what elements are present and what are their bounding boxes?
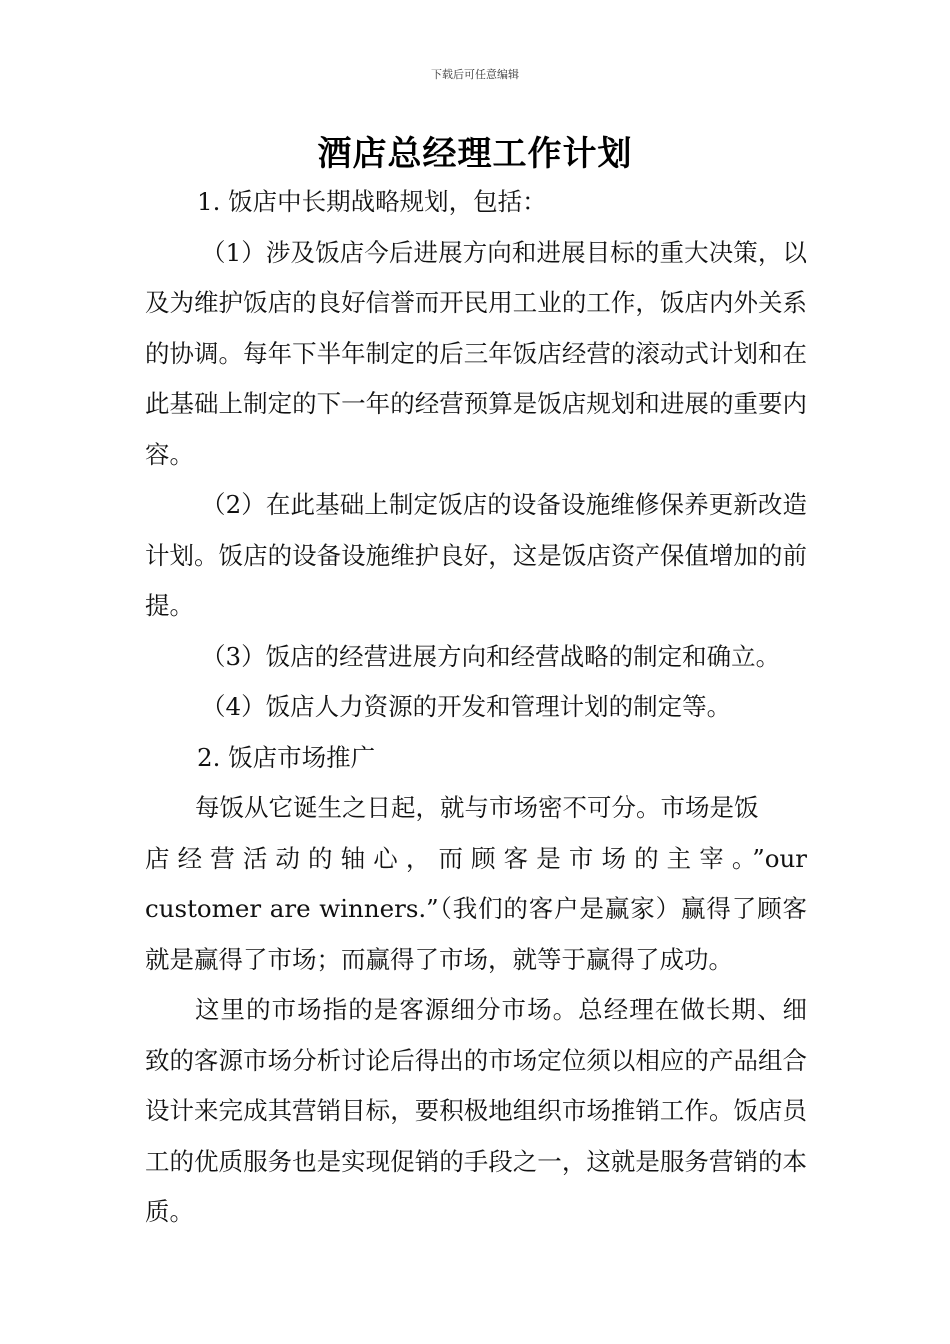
section-heading-1: 1. 饭店中长期战略规划，包括： [197, 187, 547, 216]
paragraph-4: （4）饭店人力资源的开发和管理计划的制定等。 [201, 692, 732, 721]
paragraph-6: 这里的市场指的是客源细分市场。总经理在做长期、细致的客源市场分析讨论后得出的市场定位须以相应的产品组合设计来完成其营销目标，要积极地组织市场推销工作。饭店员工的优质服务也是实现促销的手段之一，这就是服务营销的本质。 [145, 995, 807, 1226]
paragraph-5-rest: customer are winners.”（我们的客户是赢家）赢得了顾客就是赢得了市场；而赢得了市场，就等于赢得了成功。 [145, 894, 807, 974]
paragraph-5-line-2: 店经营活动的轴心，而顾客是市场的主宰。”our [145, 843, 807, 873]
header-note: 下载后可任意编辑 [431, 68, 519, 81]
paragraph-3: （3）饭店的经营进展方向和经营战略的制定和确立。 [201, 641, 781, 671]
section-heading-2: 2. 饭店市场推广 [197, 742, 376, 772]
document-body [145, 177, 807, 1238]
document-title: 酒店总经理工作计划 [317, 134, 633, 174]
paragraph-5-line-1: 每饭从它诞生之日起，就与市场密不可分。市场是饭 [195, 793, 759, 822]
paragraph-2: （2）在此基础上制定饭店的设备设施维修保养更新改造计划。饭店的设备设施维护良好，这是饭店资产保值增加的前提。 [145, 490, 807, 620]
paragraph-1: （1）涉及饭店今后进展方向和进展目标的重大决策，以及为维护饭店的良好信誉而开民用工业的工作，饭店内外关系的协调。每年下半年制定的后三年饭店经营的滚动式计划和在此基础上制定的下一年的经营预算是饭店规划和进展的重要内容。 [145, 237, 807, 469]
